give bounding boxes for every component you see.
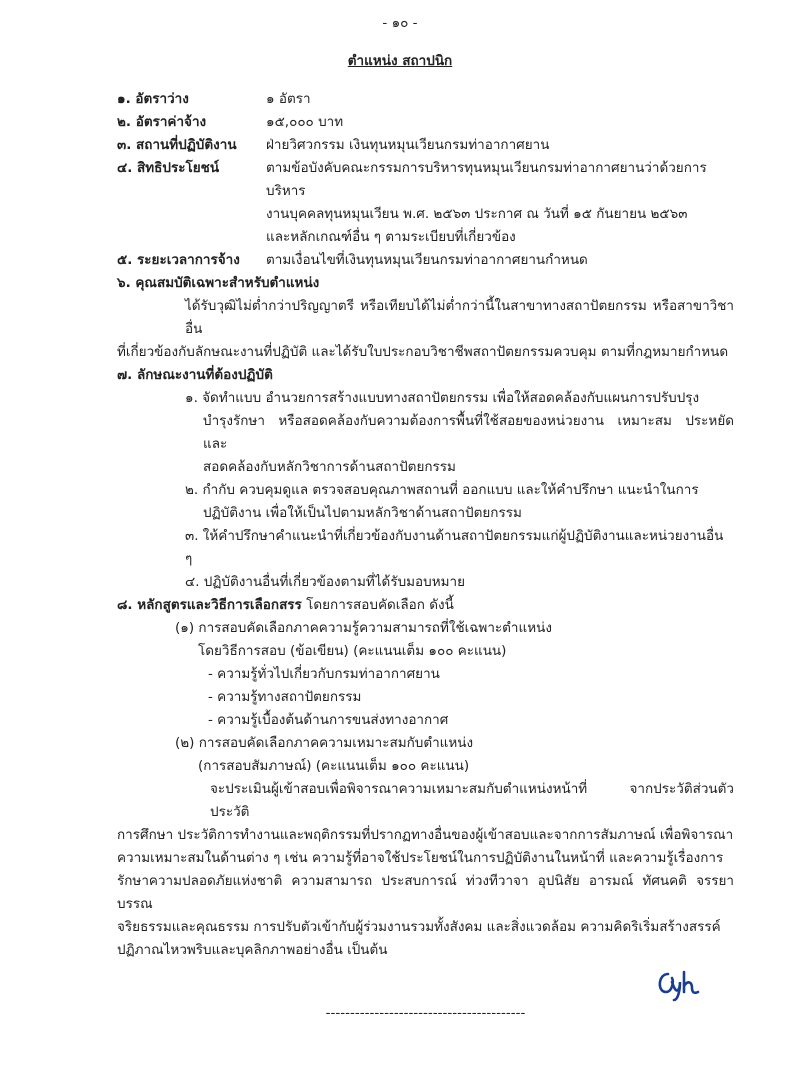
duty-line: ๓. ให้คำปรึกษาคำแนะนำที่เกี่ยวข้องกับงานด้านสถาปัตยกรรมแก่ผู้ปฏิบัติงานและหน่วยงานอื่น ๆ — [185, 528, 724, 567]
item-duration — [117, 249, 734, 272]
item-value: ฝ่ายวิศวกรรม เงินทุนหมุนเวียนกรมท่าอากาศยาน — [266, 137, 550, 153]
page-title: ตำแหน่ง สถาปนิก — [347, 53, 453, 69]
item-label: ๒. อัตราค่าจ้าง — [117, 114, 207, 130]
signature-area — [117, 968, 734, 1002]
exam-topic: - ความรู้เบื้องต้นด้านการขนส่งทางอากาศ — [208, 712, 449, 728]
section-heading: ๗. ลักษณะงานที่ต้องปฏิบัติ — [117, 367, 273, 383]
paragraph-line: ความเหมาะสมในด้านต่าง ๆ เช่น ความรู้ที่อาจใช้ประโยชน์ในการปฏิบัติงานในหน้าที่ และความรู้เรื่องการ — [117, 850, 724, 866]
item-label: ๑. อัตราว่าง — [117, 91, 189, 107]
duty-line: ปฏิบัติงาน เพื่อให้เป็นไปตามหลักวิชาด้านสถาปัตยกรรม — [203, 505, 522, 521]
item-value: ตามเงื่อนไขที่เงินทุนหมุนเวียนกรมท่าอากาศยานกำหนด — [266, 252, 588, 268]
exam-method: โดยวิธีการสอบ (ข้อเขียน) (คะแนนเต็ม ๑๐๐ คะแนน) — [198, 643, 507, 659]
item-benefits — [117, 157, 734, 249]
exam-topic: - ความรู้ทางสถาปัตยกรรม — [208, 689, 362, 705]
page-number: - ๑๐ - — [382, 15, 418, 31]
paragraph-line: ปฏิภาณไหวพริบและบุคลิกภาพอย่างอื่น เป็นต้น — [117, 942, 388, 958]
section-heading-bold: ๘. หลักสูตรและวิธีการเลือกสรร — [117, 597, 302, 613]
paragraph-line: ที่เกี่ยวข้องกับลักษณะงานที่ปฏิบัติ และได้รับใบประกอบวิชาชีพสถาปัตยกรรมควบคุม ตามที่กฎหมายกำหนด — [117, 344, 729, 360]
item-value: งานบุคคลทุนหมุนเวียน พ.ศ. ๒๕๖๓ ประกาศ ณ วันที่ ๑๕ กันยายน ๒๕๖๓ — [266, 206, 688, 222]
item-label: ๕. ระยะเวลาการจ้าง — [117, 252, 240, 268]
duty-line: ๒. กำกับ ควบคุมดูแล ตรวจสอบคุณภาพสถานที่ ออกแบบ และให้คำปรึกษา แนะนำในการ — [185, 482, 699, 498]
signature — [654, 968, 704, 1002]
exam-part-title: (๑) การสอบคัดเลือกภาคความรู้ความสามารถที่ใช้เฉพาะตำแหน่ง — [175, 620, 552, 636]
exam-method: (การสอบสัมภาษณ์) (คะแนนเต็ม ๑๐๐ คะแนน) — [198, 758, 470, 774]
duty-line: บำรุงรักษา หรือสอดคล้องกับความต้องการพื้นที่ใช้สอยของหน่วยงาน เหมาะสม ประหยัด และ — [203, 413, 734, 452]
end-line: ----------------------------------------- — [325, 1005, 526, 1021]
item-label: ๓. สถานที่ปฏิบัติงาน — [117, 137, 237, 153]
duty-line: ๑. จัดทำแบบ อำนวยการสร้างแบบทางสถาปัตยกรรม เพื่อให้สอดคล้องกับแผนการปรับปรุง — [185, 390, 700, 406]
paragraph-line: จะประเมินผู้เข้าสอบเพื่อพิจารณาความเหมาะสมกับตำแหน่งหน้าที่ จากประวัติส่วนตัว ประวัติ — [210, 781, 734, 820]
section-heading-rest: โดยการสอบคัดเลือก ดังนี้ — [306, 597, 454, 613]
paragraph-line: การศึกษา ประวัติการทำงานและพฤติกรรมที่ปรากฏทางอื่นของผู้เข้าสอบและจากการสัมภาษณ์ เพื่อพิจารณา — [117, 827, 734, 843]
paragraph-line: ได้รับวุฒิไม่ต่ำกว่าปริญญาตรี หรือเทียบได้ไม่ต่ำกว่านี้ในสาขาทางสถาปัตยกรรม หรือสาขาวิชาอื่น — [185, 298, 734, 337]
item-label: ๔. สิทธิประโยชน์ — [117, 160, 220, 176]
paragraph-line: รักษาความปลอดภัยแห่งชาติ ความสามารถ ประสบการณ์ ท่วงทีวาจา อุปนิสัย อารมณ์ ทัศนคติ จรรยาบรรณ — [117, 873, 734, 912]
section-heading — [117, 594, 734, 617]
item-value: และหลักเกณฑ์อื่น ๆ ตามระเบียบที่เกี่ยวข้อง — [266, 229, 516, 245]
item-value: ๑๕,๐๐๐ บาท — [266, 114, 344, 130]
item-salary — [117, 111, 734, 134]
section-heading: ๖. คุณสมบัติเฉพาะสำหรับตำแหน่ง — [117, 275, 320, 291]
item-value: ตามข้อบังคับคณะกรรมการบริหารทุนหมุนเวียนกรมท่าอากาศยานว่าด้วยการบริหาร — [266, 160, 707, 199]
item-value: ๑ อัตรา — [266, 91, 311, 107]
item-vacancies — [117, 88, 734, 111]
duty-line: ๔. ปฏิบัติงานอื่นที่เกี่ยวข้องตามที่ได้รับมอบหมาย — [185, 574, 465, 590]
duty-line: สอดคล้องกับหลักวิชาการด้านสถาปัตยกรรม — [203, 459, 456, 475]
item-workplace — [117, 134, 734, 157]
exam-topic: - ความรู้ทั่วไปเกี่ยวกับกรมท่าอากาศยาน — [208, 666, 440, 682]
exam-part-title: (๒) การสอบคัดเลือกภาคความเหมาะสมกับตำแหน่ง — [175, 735, 474, 751]
paragraph-line: จริยธรรมและคุณธรรม การปรับตัวเข้ากับผู้ร่วมงานรวมทั้งสังคม และสิ่งแวดล้อม ความคิดริเริ่มสร้างสรรค์ — [117, 919, 721, 935]
item-value-group — [266, 157, 734, 249]
